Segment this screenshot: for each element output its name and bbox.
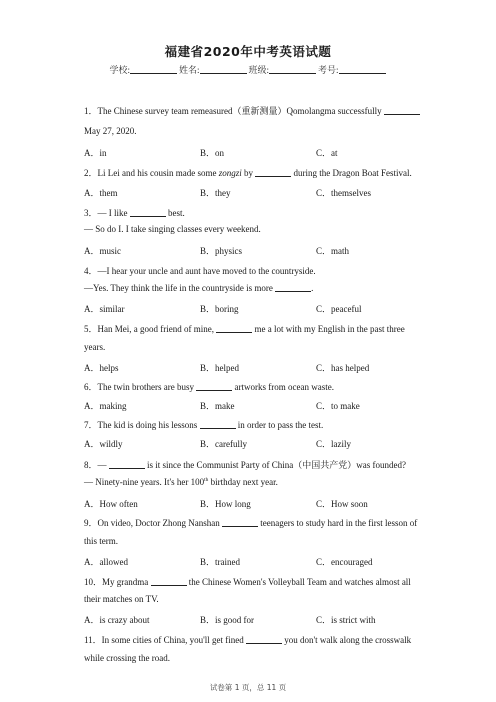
option-c[interactable]: C．encouraged [316, 557, 373, 567]
question-8-line-1 [84, 458, 414, 471]
question-2-line-1 [84, 166, 414, 179]
question-text: teenagers to study hard in the first lesson of [260, 518, 418, 528]
option-a[interactable]: A．allowed [84, 557, 128, 567]
option-b[interactable]: B．physics [200, 246, 243, 256]
option-c[interactable]: C．to make [316, 401, 360, 411]
question-text: 5．Han Mei, a good friend of mine, [84, 324, 214, 334]
question-text: 9．On video, Doctor Zhong Nanshan [84, 518, 220, 528]
question-text: birthday next year. [210, 477, 278, 487]
student-info-line [0, 63, 496, 76]
option-c[interactable]: C．is strict with [316, 615, 376, 625]
question-text: artworks from ocean waste. [234, 382, 334, 392]
question-text: me a lot with my English in the past three [254, 324, 405, 334]
question-text: 10．My grandma [84, 577, 149, 587]
answer-blank[interactable] [130, 208, 166, 217]
question-9-line-1 [84, 516, 418, 529]
question-5-line-2: years. [84, 342, 106, 352]
question-11-line-1 [84, 633, 414, 646]
question-text: 6．The twin brothers are busy [84, 382, 194, 392]
number-label: 考号: [318, 65, 339, 75]
option-b[interactable]: B．How long [200, 499, 251, 509]
option-b[interactable]: B．boring [200, 304, 239, 314]
question-text: 1．The Chinese survey team remeasured（重新测量）Qomolangma successfully [84, 106, 382, 116]
question-text: . [311, 283, 314, 293]
option-a[interactable]: A．wildly [84, 439, 123, 449]
answer-blank[interactable] [109, 460, 145, 469]
question-text: 11．In some cities of China, you'll get fined [84, 635, 244, 645]
name-blank[interactable] [200, 64, 247, 74]
question-6-line-1 [84, 380, 414, 393]
question-7-line-1 [84, 418, 414, 431]
question-text: during the Dragon Boat Festival. [293, 168, 412, 178]
option-a[interactable]: A．How often [84, 499, 138, 509]
question-text: 2．Li Lei and his cousin made some [84, 168, 217, 178]
question-text: in order to pass the test. [237, 420, 324, 430]
question-text: 8．— [84, 460, 107, 470]
school-label: 学校: [109, 65, 130, 75]
option-c[interactable]: C．peaceful [316, 304, 362, 314]
option-c[interactable]: C．themselves [316, 188, 371, 198]
option-c[interactable]: C．at [316, 148, 338, 158]
question-text: by [244, 168, 253, 178]
option-a[interactable]: A．in [84, 148, 107, 158]
question-4-line-2 [84, 283, 414, 293]
question-text: 7．The kid is doing his lessons [84, 420, 198, 430]
option-a[interactable]: A．music [84, 246, 121, 256]
zongzi-word: zongzi [218, 168, 242, 178]
question-1-line-2: May 27, 2020. [84, 126, 137, 136]
option-a[interactable]: A．them [84, 188, 118, 198]
question-3-line-1 [84, 206, 414, 219]
question-8-line-2 [84, 477, 414, 487]
page-footer: 试卷第 1 页，总 11 页 [209, 683, 287, 692]
answer-blank[interactable] [384, 106, 420, 115]
answer-blank[interactable] [216, 324, 252, 333]
option-a[interactable]: A．making [84, 401, 127, 411]
answer-blank[interactable] [196, 382, 232, 391]
option-a[interactable]: A．helps [84, 363, 119, 373]
option-b[interactable]: B．they [200, 188, 231, 198]
question-3-line-2: — So do I. I take singing classes every weekend. [84, 224, 261, 234]
question-10-line-2: their matches on TV. [84, 594, 159, 604]
school-blank[interactable] [130, 64, 177, 74]
question-10-line-1 [84, 575, 414, 588]
question-text: 3．— I like [84, 208, 128, 218]
question-9-line-2: this term. [84, 536, 118, 546]
answer-blank[interactable] [275, 283, 314, 293]
question-text: — Ninety-nine years. It's her 100 [84, 477, 205, 487]
name-label: 姓名: [178, 65, 200, 75]
answer-blank[interactable] [255, 168, 291, 177]
option-c[interactable]: C．How soon [316, 499, 368, 509]
question-text: the Chinese Women's Volleyball Team and watches almost all [188, 577, 411, 587]
page-title: 福建省2020年中考英语试题 [164, 44, 332, 59]
option-c[interactable]: C．has helped [316, 363, 370, 373]
answer-blank[interactable] [246, 635, 282, 644]
option-b[interactable]: B．is good for [200, 615, 255, 625]
class-blank[interactable] [269, 64, 316, 74]
option-b[interactable]: B．carefully [200, 439, 247, 449]
option-b[interactable]: B．trained [200, 557, 240, 567]
question-text: best. [168, 208, 185, 218]
question-text: is it since the Communist Party of China（中国共产党）was founded? [147, 460, 406, 470]
answer-blank[interactable] [222, 518, 258, 527]
question-11-line-2: while crossing the road. [84, 653, 170, 663]
answer-blank[interactable] [151, 577, 187, 586]
option-b[interactable]: B．on [200, 148, 225, 158]
question-1-line-1 [84, 104, 414, 117]
ordinal-suffix: th [204, 477, 209, 483]
question-5-line-1 [84, 322, 414, 335]
question-text: you don't walk along the crosswalk [284, 635, 412, 645]
question-text: —Yes. They think the life in the countryside is more [84, 283, 273, 293]
option-a[interactable]: A．similar [84, 304, 125, 314]
option-a[interactable]: A．is crazy about [84, 615, 150, 625]
option-b[interactable]: B．make [200, 401, 235, 411]
answer-blank[interactable] [200, 420, 236, 429]
question-4-line-1: 4．—I hear your uncle and aunt have moved to the countryside. [84, 266, 316, 276]
option-b[interactable]: B．helped [200, 363, 239, 373]
option-c[interactable]: C．math [316, 246, 349, 256]
class-label: 班级: [248, 65, 270, 75]
option-c[interactable]: C．lazily [316, 439, 351, 449]
number-blank[interactable] [339, 64, 386, 74]
